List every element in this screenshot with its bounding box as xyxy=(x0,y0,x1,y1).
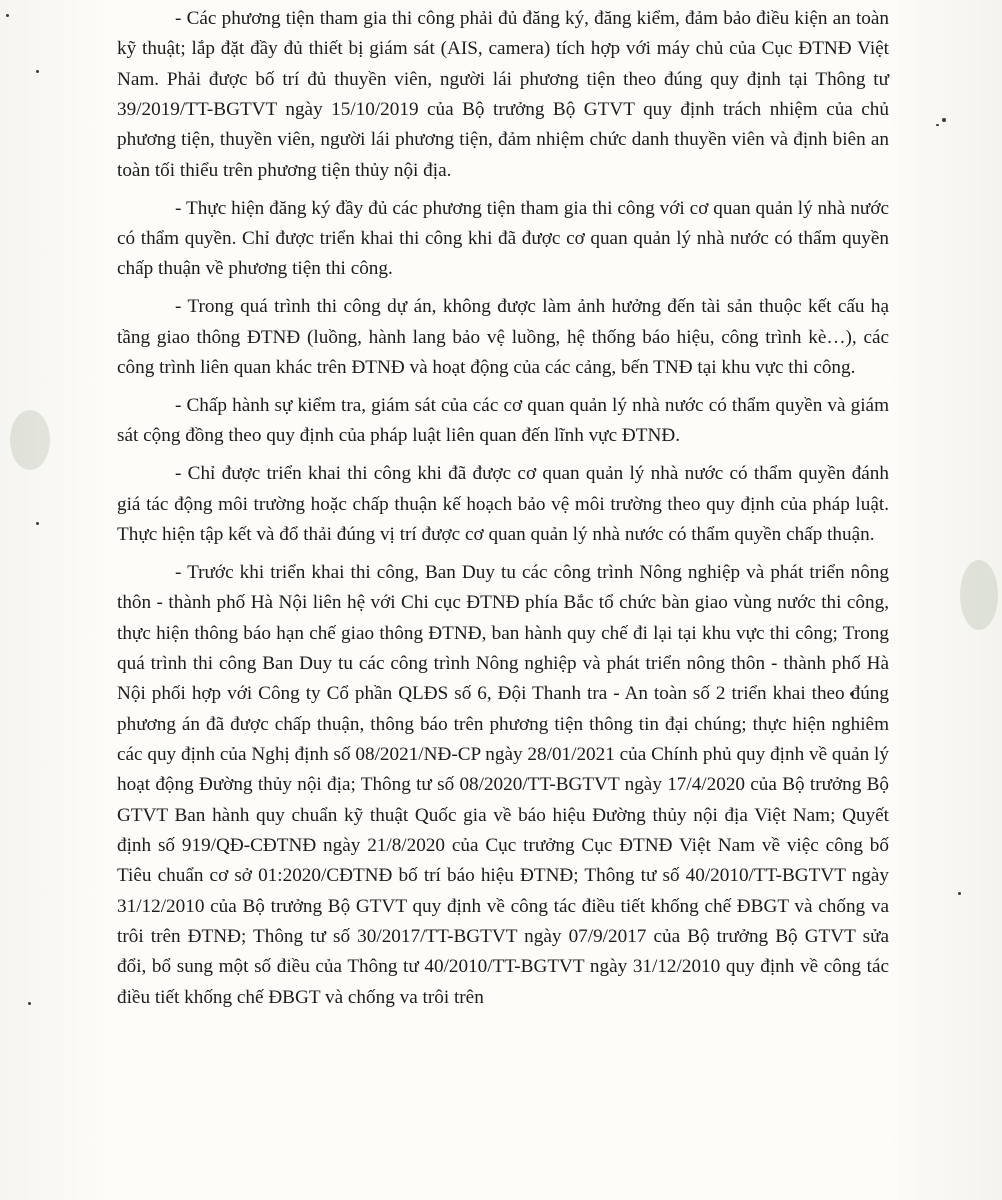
scan-speck xyxy=(36,70,39,73)
scan-speck xyxy=(28,1002,31,1005)
paragraph-vehicle-requirements: - Các phương tiện tham gia thi công phải đủ đăng ký, đăng kiểm, đảm bảo điều kiện an toàn kỹ thuật; lắp đặt đầy đủ thiết bị giám sát (AIS, camera) tích hợp với máy chủ của Cục ĐTNĐ Việt Nam. Phải được bố trí đủ thuyền viên, người lái phương tiện theo đúng quy định tại Thông tư 39/2019/TT-BGTVT ngày 15/10/2019 của Bộ trưởng Bộ GTVT quy định trách nhiệm của chủ phương tiện, thuyền viên, người lái phương tiện, đảm nhiệm chức danh thuyền viên và định biên an toàn tối thiểu trên phương tiện thủy nội địa. xyxy=(117,8,889,181)
paragraph-infrastructure-protection: - Trong quá trình thi công dự án, không được làm ảnh hưởng đến tài sản thuộc kết cấu hạ tầng giao thông ĐTNĐ (luồng, hành lang bảo vệ luồng, hệ thống báo hiệu, công trình kè…), các công trình liên quan khác trên ĐTNĐ và hoạt động của các cảng, bến TNĐ tại khu vực thi công. xyxy=(117,296,889,378)
scan-speck xyxy=(6,14,9,17)
paragraph-vehicle-registration: - Thực hiện đăng ký đầy đủ các phương tiện tham gia thi công với cơ quan quản lý nhà nước có thẩm quyền. Chỉ được triển khai thi công khi đã được cơ quan quản lý nhà nước có thẩm quyền chấp thuận về phương tiện thi công. xyxy=(117,197,889,280)
paragraph-inspection-compliance: - Chấp hành sự kiểm tra, giám sát của các cơ quan quản lý nhà nước có thẩm quyền và giám sát cộng đồng theo quy định của pháp luật liên quan đến lĩnh vực ĐTNĐ. xyxy=(117,394,889,447)
scan-speck xyxy=(936,124,939,126)
scan-speck xyxy=(942,118,946,122)
paragraph-pre-construction-coordination: - Trước khi triển khai thi công, Ban Duy tu các công trình Nông nghiệp và phát triển nông thôn - thành phố Hà Nội liên hệ với Chi cục ĐTNĐ phía Bắc tổ chức bàn giao vùng nước thi công, thực hiện thông báo hạn chế giao thông ĐTNĐ, ban hành quy chế đi lại tại khu vực thi công; Trong quá trình thi công Ban Duy tu các công trình Nông nghiệp và phát triển nông thôn - thành phố Hà Nội phối hợp với Công ty Cổ phần QLĐS số 6, Đội Thanh tra - An toàn số 2 triển khai theo đúng phương án đã được chấp thuận, thông báo trên phương tiện thông tin đại chúng; thực hiện nghiêm các quy định của Nghị định số 08/2021/NĐ-CP ngày 28/01/2021 của Chính phủ quy định về quản lý hoạt động Đường thủy nội địa; Thông tư số 08/2020/TT-BGTVT ngày 17/4/2020 của Bộ trưởng Bộ GTVT Ban hành quy chuẩn kỹ thuật Quốc gia về báo hiệu Đường thủy nội địa Việt Nam; Quyết định số 919/QĐ-CĐTNĐ ngày 21/8/2020 của Cục trưởng Cục ĐTNĐ Việt Nam về việc công bố Tiêu chuẩn cơ sở 01:2020/CĐTNĐ bố trí báo hiệu ĐTNĐ; Thông tư số 40/2010/TT-BGTVT ngày 31/12/2010 của Bộ trưởng Bộ GTVT quy định về công tác điều tiết khống chế ĐBGT và chống va trôi trên ĐTNĐ; Thông tư số 30/2017/TT-BGTVT ngày 07/9/2017 của Bộ trưởng Bộ GTVT sửa đổi, bổ sung một số điều của Thông tư 40/2010/TT-BGTVT ngày 31/12/2010 quy định về công tác điều tiết khống chế ĐBGT và chống va trôi trên xyxy=(117,561,889,1008)
paragraph-environmental-approval: - Chỉ được triển khai thi công khi đã được cơ quan quản lý nhà nước có thẩm quyền đánh giá tác động môi trường hoặc chấp thuận kế hoạch bảo vệ môi trường theo quy định của pháp luật. Thực hiện tập kết và đổ thải đúng vị trí được cơ quan quản lý nhà nước có thẩm quyền chấp thuận. xyxy=(117,463,889,545)
scan-smudge xyxy=(10,410,50,470)
document-body xyxy=(117,4,889,1021)
scan-speck xyxy=(36,522,39,525)
scan-smudge xyxy=(960,560,998,630)
scan-speck xyxy=(958,892,961,895)
